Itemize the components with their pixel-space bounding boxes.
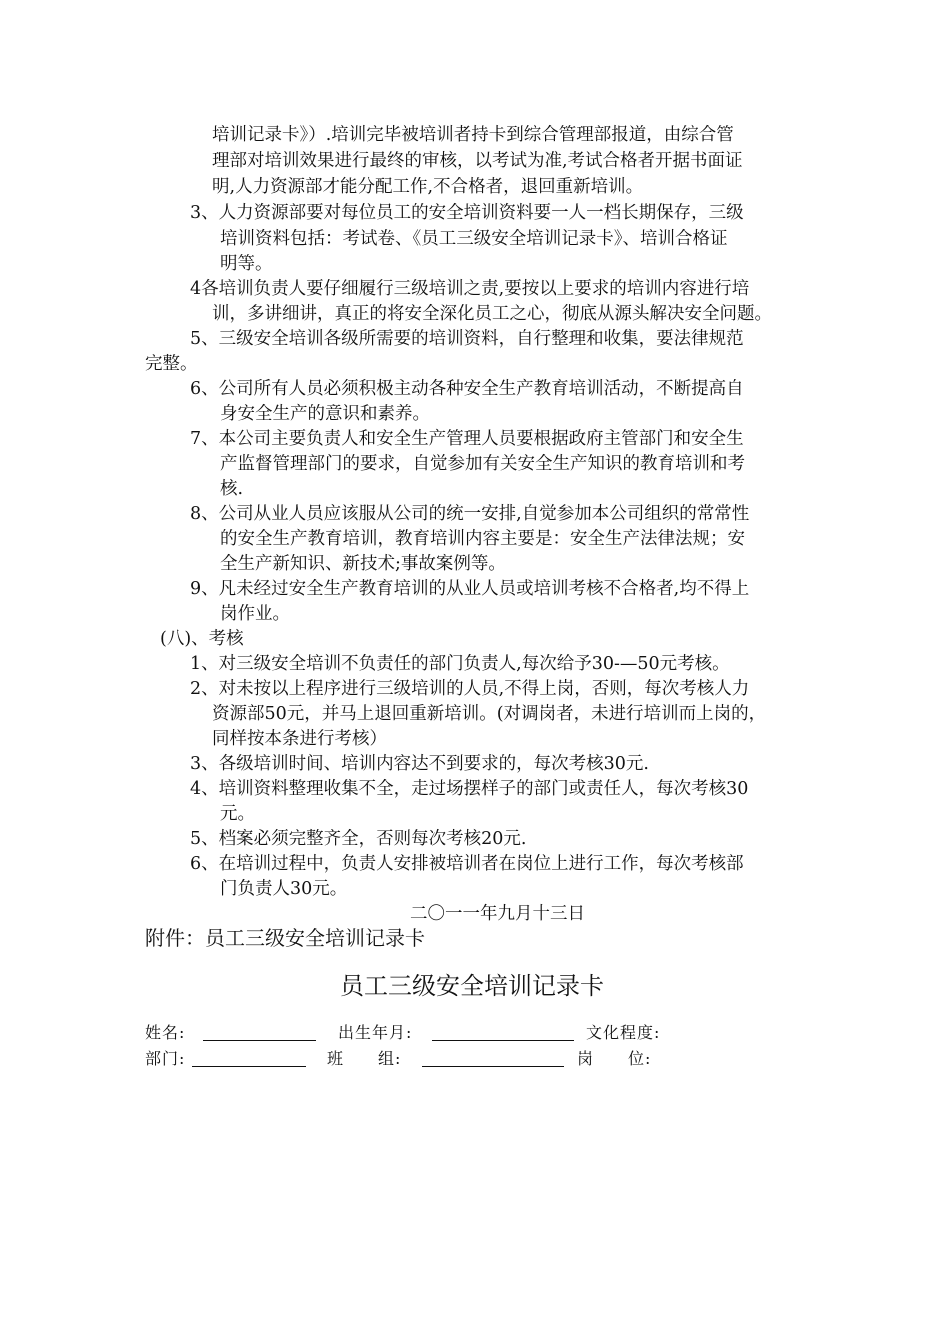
team-field[interactable] (422, 1052, 564, 1067)
name-label: 姓名: (145, 1023, 186, 1042)
paragraph-line: 5、三级安全培训各级所需要的培训资料，自行整理和收集，要法律规范 (190, 329, 744, 349)
paragraph-line: 7、本公司主要负责人和安全生产管理人员要根据政府主管部门和安全生 (190, 429, 744, 449)
paragraph-line: 2、对未按以上程序进行三级培训的人员,不得上岗，否则，每次考核人力 (190, 679, 750, 699)
section-heading: (八)、考核 (160, 629, 244, 649)
paragraph-line: 产监督管理部门的要求，自觉参加有关安全生产知识的教育培训和考 (220, 454, 745, 474)
paragraph-line: 1、对三级安全培训不负责任的部门负责人,每次给予30-—50元考核。 (190, 654, 730, 674)
birth-label: 出生年月: (338, 1023, 413, 1042)
paragraph-line: 明等。 (220, 254, 273, 274)
paragraph-line: 训，多讲细讲，真正的将安全深化员工之心，彻底从源头解决安全问题。 (212, 304, 772, 324)
education-label: 文化程度: (586, 1023, 661, 1042)
paragraph-line: 全生产新知识、新技术;事故案例等。 (220, 554, 506, 574)
document-date: 二〇一一年九月十三日 (410, 904, 585, 924)
department-field[interactable] (192, 1052, 306, 1067)
paragraph-line: 门负责人30元。 (220, 879, 348, 899)
paragraph-line: 3、人力资源部要对每位员工的安全培训资料要一人一档长期保存，三级 (190, 203, 744, 223)
paragraph-line: 培训资料包括：考试卷、《员工三级安全培训记录卡》、培训合格证 (220, 229, 728, 249)
birth-field[interactable] (432, 1026, 574, 1041)
department-label: 部门: (145, 1049, 186, 1068)
paragraph-line: 理部对培训效果进行最终的审核，以考试为准,考试合格者开据书面证 (212, 151, 743, 171)
paragraph-line: 完整。 (145, 354, 198, 374)
paragraph-line: 岗作业。 (220, 604, 290, 624)
paragraph-line: 同样按本条进行考核） (212, 729, 387, 749)
paragraph-line: 资源部50元，并马上退回重新培训。(对调岗者，未进行培训而上岗的， (212, 704, 767, 724)
paragraph-line: 4各培训负责人要仔细履行三级培训之责,要按以上要求的培训内容进行培 (190, 279, 750, 299)
team-label: 班 组: (327, 1049, 402, 1068)
paragraph-line: 9、凡未经过安全生产教育培训的从业人员或培训考核不合格者,均不得上 (190, 579, 750, 599)
paragraph-line: 培训记录卡》）.培训完毕被培训者持卡到综合管理部报道，由综合管 (212, 125, 734, 145)
paragraph-line: 3、各级培训时间、培训内容达不到要求的，每次考核30元. (190, 754, 649, 774)
paragraph-line: 6、公司所有人员必须积极主动各种安全生产教育培训活动，不断提高自 (190, 379, 744, 399)
paragraph-line: 的安全生产教育培训，教育培训内容主要是：安全生产法律法规；安 (220, 529, 745, 549)
paragraph-line: 4、培训资料整理收集不全，走过场摆样子的部门或责任人，每次考核30 (190, 779, 749, 799)
paragraph-line: 元。 (220, 804, 255, 824)
paragraph-line: 明,人力资源部才能分配工作,不合格者，退回重新培训。 (212, 177, 644, 197)
paragraph-line: 6、在培训过程中，负责人安排被培训者在岗位上进行工作，每次考核部 (190, 854, 744, 874)
paragraph-line: 5、档案必须完整齐全，否则每次考核20元. (190, 829, 527, 849)
name-field[interactable] (203, 1026, 316, 1041)
paragraph-line: 8、公司从业人员应该服从公司的统一安排,自觉参加本公司组织的常常性 (190, 504, 750, 524)
paragraph-line: 身安全生产的意识和素养。 (220, 404, 430, 424)
post-label: 岗 位: (577, 1049, 652, 1068)
attachment-heading: 附件：员工三级安全培训记录卡 (145, 926, 425, 950)
card-title: 员工三级安全培训记录卡 (340, 972, 604, 1000)
paragraph-line: 核. (220, 479, 244, 499)
